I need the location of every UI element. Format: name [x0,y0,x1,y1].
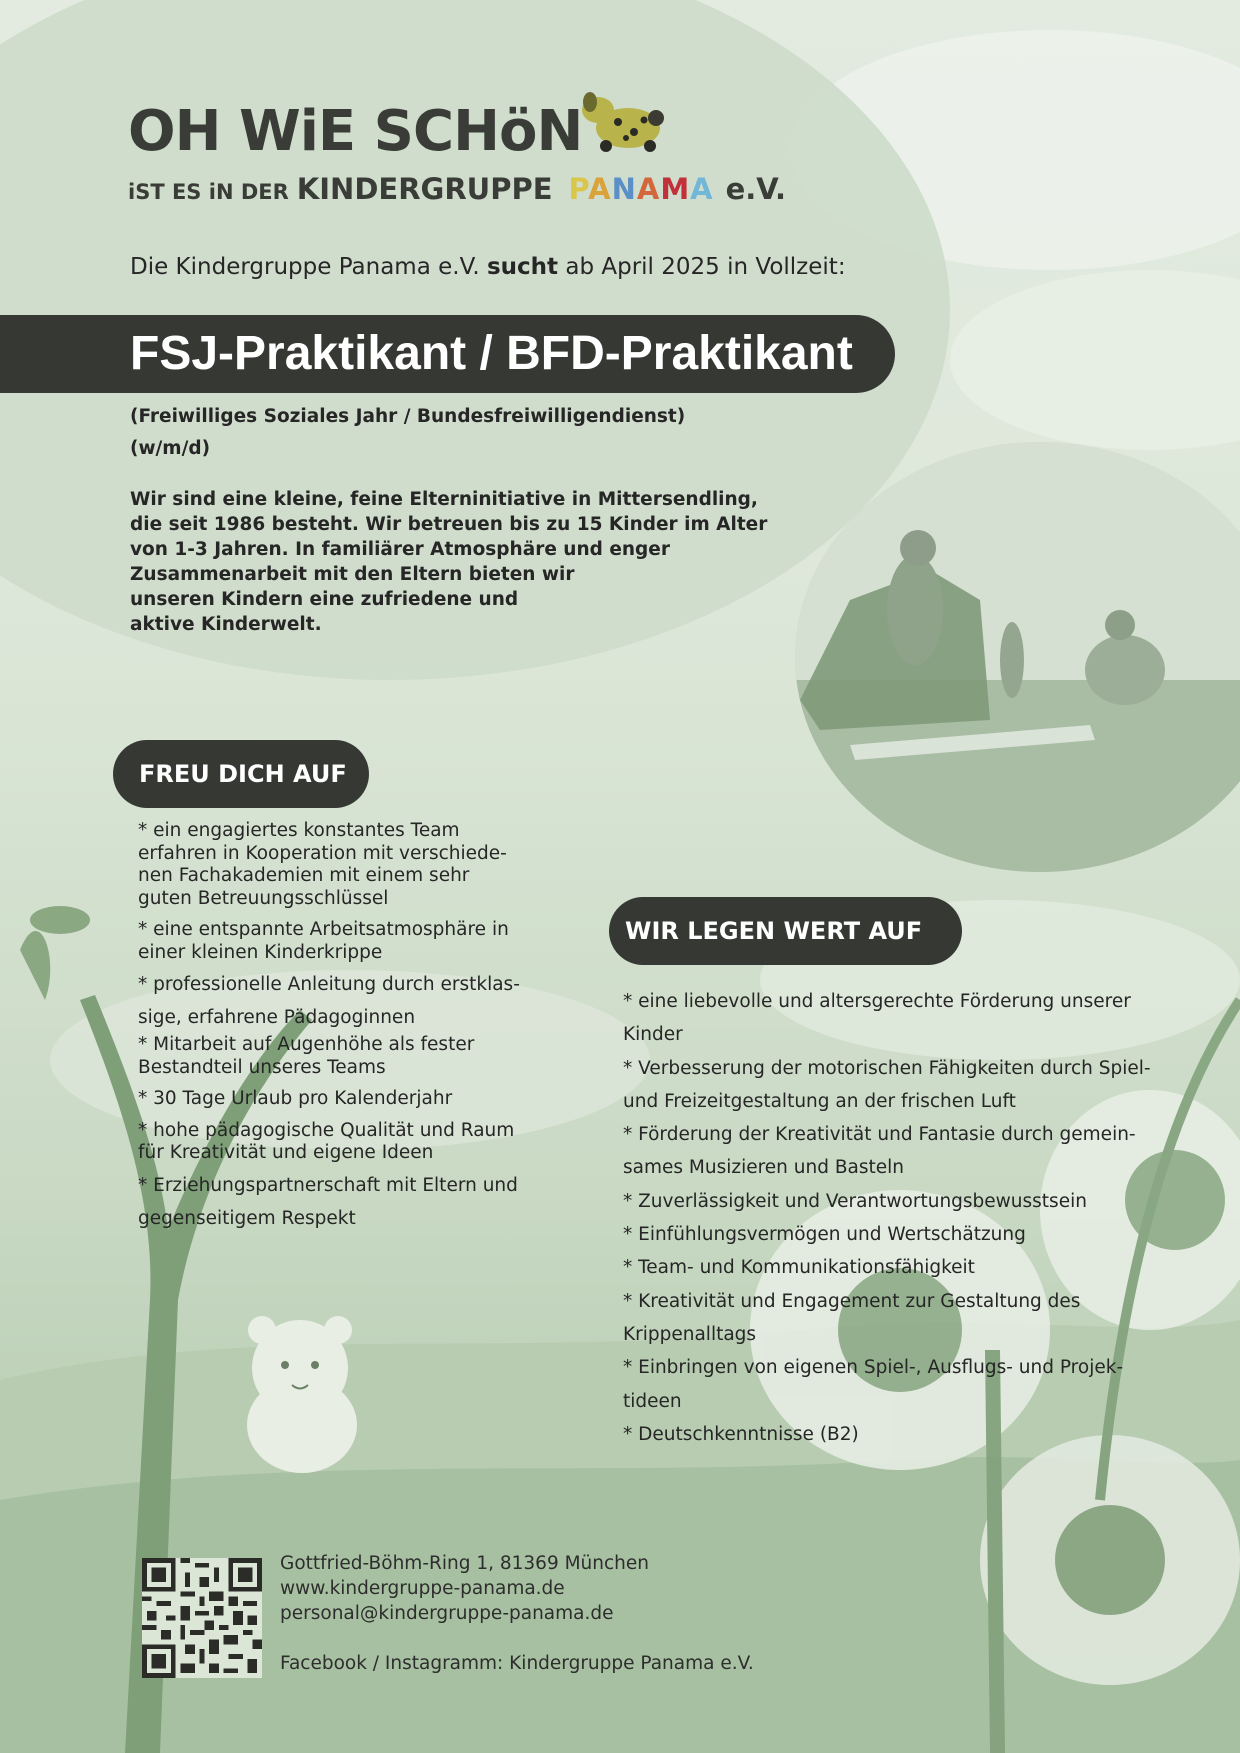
contact-email[interactable]: personal@kindergruppe-panama.de [280,1603,614,1624]
offer-item [138,968,538,1034]
contact-block [280,1551,754,1676]
contact-social: Facebook / Instagramm: Kindergruppe Panama e.V. [280,1653,754,1674]
contact-address: Gottfried-Böhm-Ring 1, 81369 München [280,1553,650,1574]
offer-line: * eine entspannte Arbeitsatmosphäre in [138,919,509,940]
logo-panama-word [569,172,714,206]
about-line: aktive Kinderwelt. [130,614,322,635]
offer-item [138,1088,538,1111]
intro-line [130,254,846,280]
offer-line: guten Betreuungsschlüssel [138,887,389,909]
requirement-line: Krippenalltags [623,1323,757,1345]
logo-subline [128,172,786,212]
job-subtitle: (Freiwilliges Soziales Jahr / Bundesfreiwilligendienst) [130,406,686,427]
requirement-line: * Kreativität und Engagement zur Gestaltung des [623,1290,1081,1312]
panama-letter: P [568,172,589,206]
requirement-line: * Verbesserung der motorischen Fähigkeiten durch Spiel- [623,1057,1151,1079]
offer-item [138,1169,538,1235]
offer-item [138,820,538,910]
offer-line: * ein engagiertes konstantes Team [138,820,460,841]
requirement-line: * Förderung der Kreativität und Fantasie durch gemein- [623,1124,1136,1146]
logo-group-word: KINDERGRUPPE [296,172,553,206]
about-line: Wir sind eine kleine, feine Elterninitiative in Mittersendling, [130,489,758,510]
about-line: unseren Kindern eine zufriedene und [130,589,519,610]
offer-line: * hohe pädagogische Qualität und Raum [138,1119,515,1141]
offer-item [138,1034,538,1079]
panama-letter: N [611,172,637,206]
offer-item [138,1120,538,1165]
requirement-line: * Einbringen von eigenen Spiel-, Ausflugs- und Projek- [623,1357,1124,1379]
requirements-list [623,985,1183,1451]
offer-line: gegenseitigem Respekt [138,1207,356,1229]
offer-line: erfahren in Kooperation mit verschiede- [138,842,507,864]
requirement-line: * Deutschkenntnisse (B2) [623,1423,859,1445]
job-title: FSJ-Praktikant / BFD-Praktikant [130,327,853,380]
offer-line: * Erziehungspartnerschaft mit Eltern und [138,1174,518,1196]
panama-letter: A [636,172,661,206]
intro-bold: sucht [486,254,559,280]
offer-line: nen Fachakademien mit einem sehr [138,865,470,886]
panama-letter: M [660,172,691,206]
about-line: von 1-3 Jahren. In familiärer Atmosphäre und enger [130,539,670,560]
requirement-line: * Zuverlässigkeit und Verantwortungsbewusstsein [623,1190,1087,1212]
panama-letter: A [588,172,612,206]
qr-code-icon[interactable] [142,1558,262,1678]
about-line: die seit 1986 besteht. Wir betreuen bis zu 15 Kinder im Alter [130,514,768,535]
panama-letter: A [690,172,714,206]
offer-line: Bestandteil unseres Teams [138,1056,386,1078]
spotted-dog-logo-icon [576,88,672,158]
offer-line: * Mitarbeit auf Augenhöhe als fester [138,1034,475,1055]
offer-list [138,820,538,1235]
tiger-cub-illustration [247,1316,357,1473]
logo-suffix: e.V. [725,172,787,206]
about-line: Zusammenarbeit mit den Eltern bieten wir [130,564,575,585]
contact-website[interactable]: www.kindergruppe-panama.de [280,1578,565,1599]
offer-line: einer kleinen Kinderkrippe [138,941,383,963]
logo-prefix: iST ES iN DER [128,180,289,204]
offer-line: * 30 Tage Urlaub pro Kalenderjahr [138,1088,453,1109]
offer-line: * professionelle Anleitung durch erstklas- [138,974,520,995]
requirement-line: und Freizeitgestaltung an der frischen Luft [623,1090,1016,1112]
logo-headline: OH WiE SCHöN [128,99,583,164]
requirement-line: tideen [623,1390,682,1412]
requirement-line: sames Musizieren und Basteln [623,1157,905,1179]
intro-before: Die Kindergruppe Panama e.V. [130,254,487,280]
requirement-line: Kinder [623,1024,683,1046]
offer-heading: FREU DICH AUF [113,740,369,808]
offer-line: sige, erfahrene Pädagoginnen [138,1007,416,1028]
requirement-line: * eine liebevolle und altersgerechte Förderung unserer [623,991,1131,1012]
requirements-heading: WIR LEGEN WERT AUF [609,897,962,965]
requirement-line: * Einfühlungsvermögen und Wertschätzung [623,1224,1026,1246]
offer-line: für Kreativität und eigene Ideen [138,1142,434,1163]
offer-item [138,919,538,964]
about-paragraph [130,487,768,637]
requirement-line: * Team- und Kommunikationsfähigkeit [623,1257,975,1279]
intro-after: ab April 2025 in Vollzeit: [558,254,846,280]
gender-note: (w/m/d) [130,438,211,459]
